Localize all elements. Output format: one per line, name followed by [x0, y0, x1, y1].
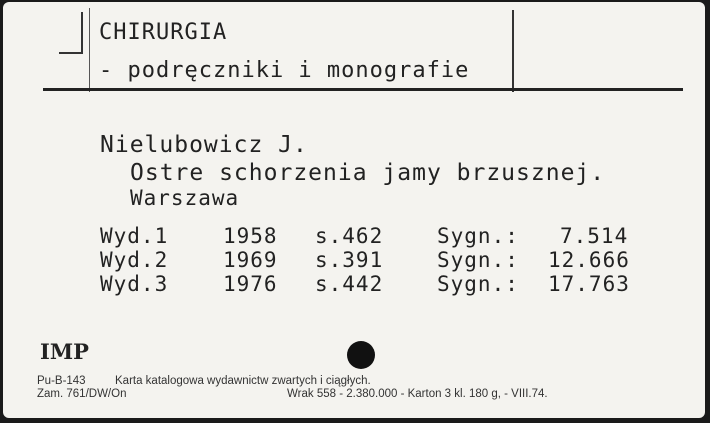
form-description: Karta katalogowa wydawnictw zwartych i ciągłych. — [115, 375, 371, 387]
edition-number: Wyd.1 — [100, 224, 169, 248]
call-number-label: Sygn.: — [437, 248, 519, 272]
corner-tick-mark — [59, 12, 83, 54]
edition-pages: s.442 — [315, 272, 384, 296]
call-number: 17.763 — [548, 272, 630, 296]
edition-pages: s.462 — [315, 224, 384, 248]
subject-subheading: - podręczniki i monografie — [99, 58, 470, 83]
publication-place: Warszawa — [130, 186, 240, 210]
subject-heading: CHIRURGIA — [99, 20, 228, 45]
punch-hole — [347, 341, 375, 369]
edition-year: 1969 — [223, 248, 278, 272]
edition-number: Wyd.2 — [100, 248, 169, 272]
order-number: Zam. 761/DW/On — [37, 388, 127, 400]
edition-number: Wyd.3 — [100, 272, 169, 296]
edition-year: 1958 — [223, 224, 278, 248]
call-number: 7.514 — [560, 224, 629, 248]
right-vertical-rule — [512, 10, 514, 92]
call-number-label: Sygn.: — [437, 272, 519, 296]
book-title: Ostre schorzenia jamy brzusznej. — [130, 160, 606, 186]
header-horizontal-rule — [43, 88, 683, 91]
edition-year: 1976 — [223, 272, 278, 296]
call-number-label: Sygn.: — [437, 224, 519, 248]
author: Nielubowicz J. — [100, 132, 308, 158]
catalog-card — [3, 2, 705, 418]
call-number: 12.666 — [548, 248, 630, 272]
form-code: Pu-B-143 — [37, 375, 86, 387]
print-info: Wrak 558 - 2.380.000 - Karton 3 kl. 180 g, - VIII.74. — [287, 388, 548, 400]
left-vertical-rule — [89, 8, 90, 92]
imp-stamp: IMP — [40, 339, 89, 364]
edition-pages: s.391 — [315, 248, 384, 272]
